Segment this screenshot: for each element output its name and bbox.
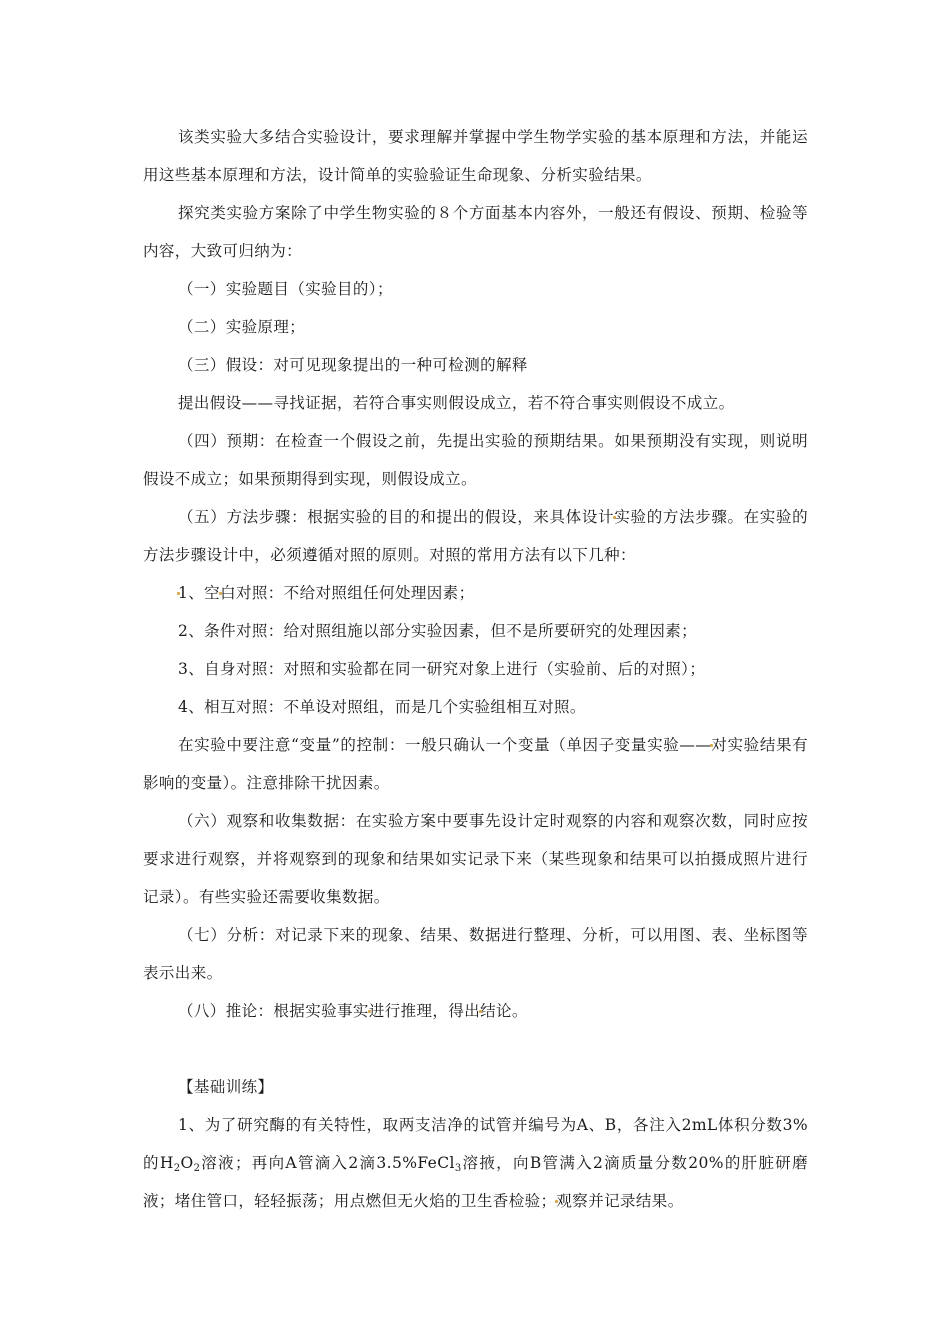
item-analysis: （七）分析：对记录下来的现象、结果、数据进行整理、分析，可以用图、表、坐标图等表示出来。 xyxy=(143,926,808,982)
inference-text-b: 进行推理，得出 xyxy=(368,1002,481,1020)
method-steps-text-a: （五）方法步骤：根据实验的目的和提出的假设，来具体设计 xyxy=(178,508,615,526)
method-steps-text-b: 实验的方法步骤。在实验的方法步骤设计中，必须遵循对照的原则。对照的常用方法有以下几种： xyxy=(143,508,808,564)
inference-text-c: 结论。 xyxy=(480,1002,528,1020)
paragraph-variables xyxy=(143,726,808,802)
item-inference xyxy=(143,992,808,1030)
subscript: 2 xyxy=(193,1163,201,1174)
item-prediction: （四）预期：在检查一个假设之前，先提出实验的预期结果。如果预期没有实现，则说明假设不成立；如果预期得到实现，则假设成立。 xyxy=(143,432,808,488)
subscript: 2 xyxy=(173,1163,181,1174)
item-experiment-title: （一）实验题目（实验目的）； xyxy=(178,280,393,298)
control-conditional: 2、条件对照：给对照组施以部分实验因素，但不是所要研究的处理因素； xyxy=(178,622,698,640)
item-experiment-principle: （二）实验原理； xyxy=(178,318,306,336)
control-blank-text-a: 1、空 xyxy=(178,584,221,602)
inference-text-a: （八）推论：根据实验事实 xyxy=(178,1002,369,1020)
item-method-steps xyxy=(143,498,808,574)
item-observation: （六）观察和收集数据：在实验方案中要事先设计定时观察的内容和观察次数，同时应按要求进行观察，并将观察到的现象和结果如实记录下来（某些现象和结果可以拍摄成照片进行记录）。有些实验还需要收集数据。 xyxy=(143,812,808,906)
variables-text-b: 对实验结果有影响的变量）。注意排除干扰因素。 xyxy=(143,736,809,792)
control-blank xyxy=(143,574,808,612)
question-1-text-b: O xyxy=(180,1154,194,1172)
document-body xyxy=(143,118,808,1220)
paragraph-inquiry-plan: 探究类实验方案除了中学生物实验的８个方面基本内容外，一般还有假设、预期、检验等内容，大致可归纳为： xyxy=(143,204,808,260)
paragraph-intro: 该类实验大多结合实验设计，要求理解并掌握中学生物学实验的基本原理和方法，并能运用这些基本原理和方法，设计简单的实验验证生命现象、分析实验结果。 xyxy=(143,128,808,184)
spacer xyxy=(143,1030,808,1068)
control-mutual: 4、相互对照：不单设对照组，而是几个实验组相互对照。 xyxy=(178,698,586,716)
paragraph-hypothesis-detail: 提出假设——寻找证据，若符合事实则假设成立，若不符合事实则假设不成立。 xyxy=(178,394,735,412)
question-1-text-d: 溶掖，向B管满入2滴质量分数20%的肝脏研磨液；堵住管口，轻轻振荡；用点燃但无火焰的卫生香检验； xyxy=(143,1154,809,1210)
control-blank-text-b: 白对照：不给对照组任何处理因素； xyxy=(220,584,475,602)
section-title: 【基础训练】 xyxy=(178,1078,274,1096)
variables-text-a: 在实验中要注意“变量”的控制：一般只确认一个变量（单因子变量实验—— xyxy=(178,736,712,754)
question-1-text-e: 观察并记录结果。 xyxy=(556,1192,684,1210)
item-hypothesis: （三）假设：对可见现象提出的一种可检测的解释 xyxy=(178,356,528,374)
question-1-text-a: 1、为了研究酶的有关特性，取两支洁净的试管并编号为A、B，各注入2mL体积分数3%的H xyxy=(143,1116,808,1172)
control-self: 3、自身对照：对照和实验都在同一研究对象上进行（实验前、后的对照）； xyxy=(178,660,706,678)
question-1-text-c: 溶液；再向A管滴入2滴3.5%FeCl xyxy=(200,1154,455,1172)
question-1 xyxy=(143,1106,808,1220)
subscript: 3 xyxy=(454,1163,462,1174)
